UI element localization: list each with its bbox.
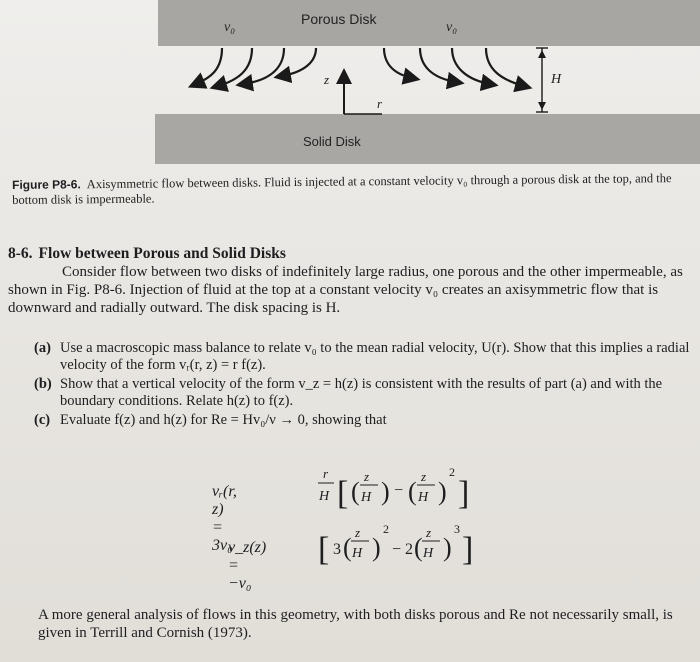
svg-text:[: [ <box>337 475 349 512</box>
svg-text:): ) <box>438 477 447 506</box>
problem-number: 8-6. <box>8 245 33 262</box>
part-a-text: Use a macroscopic mass balance to relate v₀ to the mean radial velocity, U(r). Show that this implies a radial velocity of the form vᵣ(r, z) = r f(z). <box>60 340 690 373</box>
v0-left-label: v₀ <box>224 20 236 35</box>
svg-text:z: z <box>426 525 432 540</box>
svg-text:): ) <box>443 533 452 562</box>
eq2-lhs: v_z(z) = −v₀ <box>228 539 267 592</box>
svg-text:3: 3 <box>333 541 341 558</box>
svg-text:(: ( <box>343 533 352 562</box>
svg-text:−: − <box>392 541 402 558</box>
problem-intro: Consider flow between two disks of indefinitely large radius, one porous and the other impermeable, as shown in Fig. P8-6. Injection of fluid at the top at a constant velocity v₀ creates an axisymmetric flow that is downward and radially outward. The disk spacing is H. <box>8 264 683 316</box>
porous-disk-label: Porous Disk <box>301 11 377 27</box>
svg-text:2: 2 <box>449 465 455 479</box>
part-b-label: (b) <box>34 376 52 392</box>
svg-text:H: H <box>361 490 372 505</box>
z-label: z <box>324 72 330 87</box>
svg-text:H: H <box>423 546 434 561</box>
svg-text:(: ( <box>408 477 417 506</box>
svg-text:2: 2 <box>383 522 389 536</box>
svg-text:]: ] <box>458 475 470 512</box>
svg-text:[: [ <box>318 531 330 568</box>
svg-text:): ) <box>372 533 381 562</box>
svg-text:(: ( <box>414 533 423 562</box>
svg-text:H: H <box>319 489 330 504</box>
svg-text:H: H <box>352 546 363 561</box>
svg-text:−: − <box>394 482 404 499</box>
h-label: H <box>551 72 562 87</box>
part-c-label: (c) <box>34 412 51 428</box>
eq1-lhs: vᵣ(r, z) = 3v₀ <box>212 483 237 554</box>
svg-text:H: H <box>418 490 429 505</box>
svg-text:): ) <box>381 477 390 506</box>
part-a-label: (a) <box>34 340 51 356</box>
part-b-text: Show that a vertical velocity of the form v_z = h(z) is consistent with the results of part (a) and with the boundary conditions. Relate h(z) to f(z). <box>60 376 663 409</box>
svg-text:z: z <box>421 469 427 484</box>
svg-text:z: z <box>364 469 370 484</box>
svg-text:r: r <box>323 466 329 481</box>
caption-text: Axisymmetric flow between disks. Fluid is injected at a constant velocity v₀ through a porous disk at the top, and the bottom disk is impermeable. <box>12 171 672 207</box>
v0-right-label: v₀ <box>446 20 458 35</box>
part-c-text: Evaluate f(z) and h(z) for Re = Hv₀/ν → 0, showing that <box>60 412 387 428</box>
solid-disk-label: Solid Disk <box>303 134 361 149</box>
svg-text:2: 2 <box>405 541 413 558</box>
caption-tag: Figure P8-6. <box>12 177 81 192</box>
svg-text:(: ( <box>351 477 360 506</box>
closing-paragraph: A more general analysis of flows in this geometry, with both disks porous and Re not necessarily small, is given in Terrill and Cornish (1973). <box>38 607 673 641</box>
svg-text:]: ] <box>462 531 474 568</box>
problem-title: Flow between Porous and Solid Disks <box>38 245 286 262</box>
svg-text:3: 3 <box>454 522 460 536</box>
svg-text:z: z <box>355 525 361 540</box>
r-label: r <box>377 96 383 111</box>
